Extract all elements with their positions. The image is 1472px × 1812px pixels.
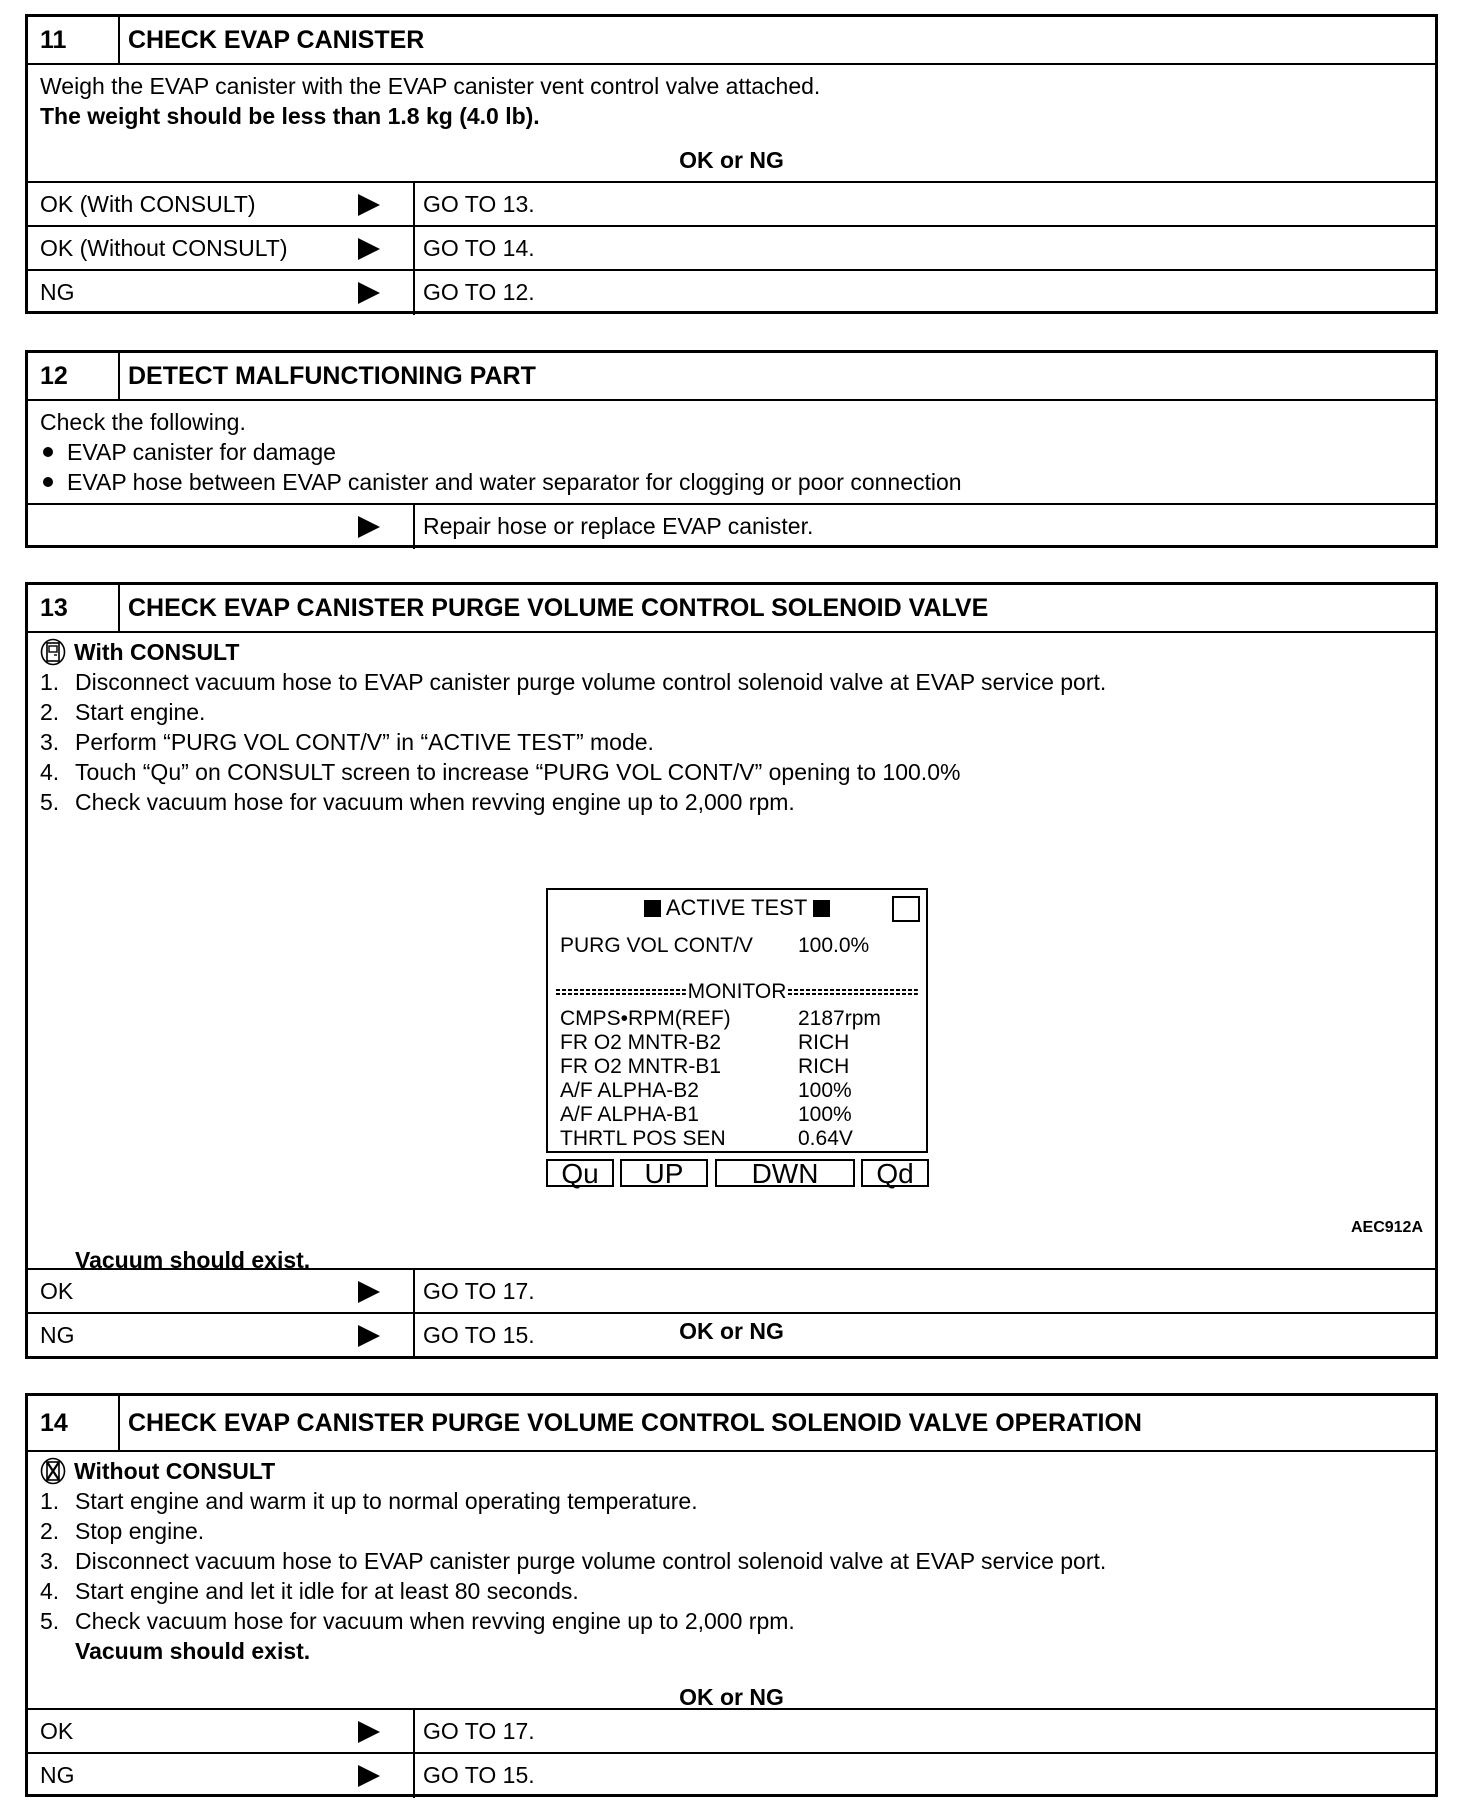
result-condition: NG [40, 1322, 75, 1348]
instruction-text: Check the following. [40, 409, 246, 435]
result-row[interactable] [28, 227, 1435, 271]
bullet-item: EVAP canister for damage [40, 437, 1423, 467]
instruction-text: Weigh the EVAP canister with the EVAP canister vent control valve attached. [40, 73, 821, 99]
result-condition: NG [40, 1762, 75, 1788]
procedure-step: 5. Check vacuum hose for vacuum when revving engine up to 2,000 rpm. [40, 789, 795, 815]
bullet-icon [43, 447, 53, 457]
result-condition: OK (Without CONSULT) [40, 235, 288, 261]
step-title: CHECK EVAP CANISTER PURGE VOLUME CONTROL SOLENOID VALVE OPERATION [128, 1409, 1142, 1437]
mode-label: With CONSULT [74, 639, 240, 665]
result-row[interactable] [28, 1754, 1435, 1798]
step-11-block [25, 14, 1438, 314]
step-title: DETECT MALFUNCTIONING PART [128, 362, 536, 390]
step-number: 12 [28, 353, 120, 399]
up-button[interactable]: UP [620, 1159, 708, 1187]
result-action-link[interactable]: GO TO 17. [423, 1718, 535, 1744]
screen-corner-box[interactable] [892, 896, 920, 922]
result-action-text: Repair hose or replace EVAP canister. [423, 513, 814, 539]
step-title: CHECK EVAP CANISTER [128, 26, 425, 54]
step-header [28, 17, 1435, 65]
result-row[interactable] [28, 1710, 1435, 1754]
spec-text: The weight should be less than 1.8 kg (4.0 lb). [40, 103, 540, 129]
arrow-right-icon [358, 194, 380, 216]
result-action-link[interactable]: GO TO 15. [423, 1322, 535, 1348]
ok-or-ng-label: OK or NG [679, 1318, 784, 1344]
result-action-link[interactable]: GO TO 12. [423, 279, 535, 305]
result-row[interactable] [28, 1314, 1435, 1358]
step-number: 13 [28, 585, 120, 631]
spec-text: Vacuum should exist. [75, 1247, 311, 1273]
arrow-right-icon [358, 1325, 380, 1347]
result-condition: OK [40, 1718, 74, 1744]
procedure-step: 5. Check vacuum hose for vacuum when revving engine up to 2,000 rpm. [40, 1608, 795, 1634]
step-body [28, 65, 1435, 183]
procedure-step: 2. Stop engine. [40, 1518, 205, 1544]
step-header [28, 1396, 1435, 1452]
step-body [28, 1452, 1435, 1710]
step-number: 14 [28, 1396, 120, 1450]
result-action-link[interactable]: GO TO 17. [423, 1278, 535, 1304]
result-action-link[interactable]: GO TO 14. [423, 235, 535, 261]
step-number: 11 [28, 17, 120, 63]
qd-button[interactable]: Qd [861, 1159, 929, 1187]
arrow-right-icon [358, 1721, 380, 1743]
arrow-right-icon [358, 516, 380, 538]
step-body [28, 401, 1435, 505]
result-action-link[interactable]: GO TO 15. [423, 1762, 535, 1788]
spec-line [40, 1636, 1423, 1666]
result-condition: NG [40, 279, 75, 305]
screen-title: ACTIVE TEST [548, 896, 926, 920]
arrow-right-icon [358, 1765, 380, 1787]
result-row[interactable] [28, 505, 1435, 549]
procedure-step: 4. Touch “Qu” on CONSULT screen to increase “PURG VOL CONT/V” opening to 100.0% [40, 759, 961, 785]
mode-tag [40, 1456, 1423, 1486]
result-condition: OK (With CONSULT) [40, 191, 256, 217]
step-header [28, 585, 1435, 633]
procedure-step: 1. Disconnect vacuum hose to EVAP canister purge volume control solenoid valve at EVAP service port. [40, 669, 1107, 695]
bullet-item: EVAP hose between EVAP canister and water separator for clogging or poor connection [40, 467, 1423, 497]
result-action-link[interactable]: GO TO 13. [423, 191, 535, 217]
step-12-block [25, 350, 1438, 548]
spec-text: Vacuum should exist. [75, 1638, 311, 1664]
step-14-block [25, 1393, 1438, 1797]
result-row[interactable] [28, 1270, 1435, 1314]
step-title: CHECK EVAP CANISTER PURGE VOLUME CONTROL SOLENOID VALVE [128, 594, 989, 622]
figure-id: AEC912A [1350, 1219, 1423, 1236]
result-row[interactable] [28, 183, 1435, 227]
arrow-right-icon [358, 282, 380, 304]
step-13-block [25, 582, 1438, 1359]
mode-label: Without CONSULT [74, 1458, 276, 1484]
qu-button[interactable]: Qu [546, 1159, 614, 1187]
consult-icon [40, 638, 66, 666]
mode-tag [40, 637, 1423, 667]
square-marker-icon [813, 900, 830, 917]
square-marker-icon [644, 900, 661, 917]
procedure-step: 2. Start engine. [40, 699, 206, 725]
ok-or-ng-label: OK or NG [679, 147, 784, 173]
bullet-icon [43, 477, 53, 487]
procedure-step: 4. Start engine and let it idle for at least 80 seconds. [40, 1578, 579, 1604]
without-consult-icon [40, 1457, 66, 1485]
result-condition: OK [40, 1278, 74, 1304]
procedure-step: 3. Disconnect vacuum hose to EVAP canister purge volume control solenoid valve at EVAP service port. [40, 1548, 1107, 1574]
monitor-divider: MONITOR [556, 980, 918, 1004]
arrow-right-icon [358, 1281, 380, 1303]
step-header [28, 353, 1435, 401]
procedure-step: 1. Start engine and warm it up to normal operating temperature. [40, 1488, 698, 1514]
result-row[interactable] [28, 271, 1435, 315]
dwn-button[interactable]: DWN [715, 1159, 855, 1187]
consult-screen: ACTIVE TEST PURG VOL CONT/V 100.0% MONITOR CMPS•RPM(REF) 2187rpm FR O2 MNTR-B2 RICH FR O2 MNTR-B1 RICH A/F ALPHA-B2 100% A/F ALPHA-B1 100% THRTL POS SEN 0.64V [546, 888, 928, 1153]
ok-or-ng-label: OK or NG [679, 1684, 784, 1710]
arrow-right-icon [358, 238, 380, 260]
procedure-step: 3. Perform “PURG VOL CONT/V” in “ACTIVE TEST” mode. [40, 729, 654, 755]
